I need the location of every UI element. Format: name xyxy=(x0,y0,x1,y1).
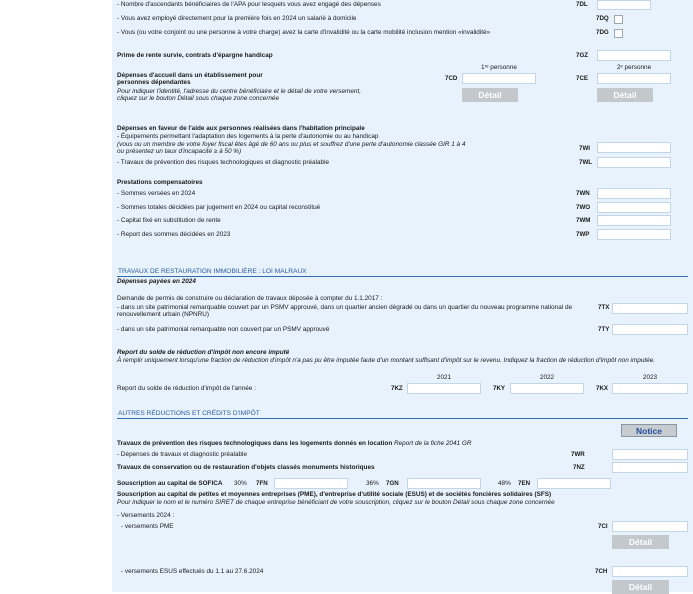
code-7wr: 7WR xyxy=(571,451,585,458)
code-7wp: 7WP xyxy=(576,231,590,238)
malraux-item1-line1: - dans un site patrimonial remarquable couvert par un PSMV approuvé, dans un quartier ancien dégradé ou dans un quartier du nouveau programme national de xyxy=(117,304,573,311)
code-7dg: 7DG xyxy=(596,29,609,36)
checkbox-7dq[interactable] xyxy=(614,15,623,24)
code-7ky: 7KY xyxy=(493,385,506,392)
sofica-rate-36: 36% xyxy=(366,480,379,487)
malraux-section-title: TRAVAUX DE RESTAURATION IMMOBILIÈRE : LOI MALRAUX xyxy=(118,268,307,275)
field-7wr[interactable] xyxy=(612,449,688,460)
accueil-col1-header: 1ʳᵉ personne xyxy=(481,64,517,71)
apa-invalidite-label: - Vous (ou votre conjoint ou une personne à votre charge) avez la carte d'invalidité ou la carte mobilité inclusion mention «invalidité» xyxy=(117,29,491,36)
habitation-equip-note-line2: ou présentez un taux d'incapacité ≥ à 50 %) xyxy=(117,148,242,155)
code-7ch: 7CH xyxy=(595,568,608,575)
field-7ty[interactable] xyxy=(612,324,688,335)
code-7ci: 7CI xyxy=(598,523,608,530)
malraux-demande-label: Demande de permis de construire ou déclaration de travaux déposée à compter du 1.1.2017 : xyxy=(117,295,383,302)
code-7kx: 7KX xyxy=(596,385,609,392)
apa-employe-label: - Vous avez employé directement pour la première fois en 2024 un salarié à domicile xyxy=(117,15,357,22)
sofica-rate-48: 48% xyxy=(498,480,511,487)
field-7en[interactable] xyxy=(537,478,611,489)
code-7wi: 7WI xyxy=(579,145,591,152)
prestations-item-label: - Sommes totales décidées par jugement en 2024 ou capital reconstitué xyxy=(117,204,321,211)
accueil-note-line2: cliquez sur le bouton Détail sous chaque zone concernée xyxy=(117,95,280,102)
detail-button-7ch[interactable]: Détail xyxy=(612,580,669,594)
code-7nz: 7NZ xyxy=(573,464,585,471)
code-7wo: 7WO xyxy=(576,204,591,211)
pme-note: Pour indiquer le nom et le numéro SIRET de chaque entreprise bénéficiant de votre souscription, cliquez sur le bouton Détail sous chaque zone concernée xyxy=(117,499,555,506)
prevention-line xyxy=(117,440,471,448)
depenses-label: - Dépenses de travaux et diagnostic préalable xyxy=(117,451,248,458)
accueil-title-line1: Dépenses d'accueil dans un établissement pour xyxy=(117,72,263,79)
code-7ce: 7CE xyxy=(576,75,589,82)
prestations-item-label: - Capital fixé en substitution de rente xyxy=(117,217,221,224)
section-divider xyxy=(117,276,688,277)
checkbox-7dg[interactable] xyxy=(614,29,623,38)
accueil-col2-header: 2ᵉ personne xyxy=(616,64,652,71)
habitation-travaux-label: - Travaux de prévention des risques technologiques et diagnostic préalable xyxy=(117,159,330,166)
field-7wm[interactable] xyxy=(597,215,671,226)
year-2023: 2023 xyxy=(642,374,658,381)
field-7kz[interactable] xyxy=(407,383,481,394)
field-7ce[interactable] xyxy=(597,73,671,84)
code-7tx: 7TX xyxy=(598,304,610,311)
field-7nz[interactable] xyxy=(612,462,688,473)
habitation-equip-label: - Équipements permettant l'adaptation des logements à la perte d'autonomie ou au handicap xyxy=(117,133,379,140)
versements-esus-label: - versements ESUS effectués du 1.1 au 27.6.2024 xyxy=(121,568,264,575)
field-7ch[interactable] xyxy=(612,566,688,577)
malraux-item2-label: - dans un site patrimonial remarquable non couvert par un PSMV approuvé xyxy=(117,326,330,333)
code-7gn: 7GN xyxy=(386,480,399,487)
code-7wm: 7WM xyxy=(576,217,591,224)
code-7wn: 7WN xyxy=(576,190,590,197)
code-7ty: 7TY xyxy=(598,326,610,333)
autres-section-title: AUTRES RÉDUCTIONS ET CRÉDITS D'IMPÔT xyxy=(118,410,260,417)
prestations-title: Prestations compensatoires xyxy=(117,179,203,186)
field-7wi[interactable] xyxy=(597,142,671,153)
habitation-title: Dépenses en faveur de l'aide aux personnes réalisées dans l'habitation principale xyxy=(117,125,365,132)
code-7gz: 7GZ xyxy=(576,52,589,59)
detail-button-7cd[interactable]: Détail xyxy=(462,88,518,102)
field-7cd[interactable] xyxy=(462,73,536,84)
prevention-ref: Report de la fiche 2041 GR xyxy=(394,440,472,447)
accueil-title-line2: personnes dépendantes xyxy=(117,79,191,86)
malraux-subtitle: Dépenses payées en 2024 xyxy=(117,278,196,285)
section-divider xyxy=(117,418,688,419)
detail-button-7ce[interactable]: Détail xyxy=(597,88,653,102)
field-7gn[interactable] xyxy=(407,478,481,489)
malraux-report-note: À remplir uniquement lorsqu'une fraction de réduction d'impôt n'a pas pu être imputée faute d'un montant suffisant d'impôt sur le revenu. Indiquez la fraction de réduction d'impôt non imputée. xyxy=(117,357,656,364)
prestations-item-label: - Sommes versées en 2024 xyxy=(117,190,196,197)
prestations-item-label: - Report des sommes décidées en 2023 xyxy=(117,231,231,238)
field-7fn[interactable] xyxy=(274,478,348,489)
code-7dl: 7DL xyxy=(576,1,588,8)
prevention-title: Travaux de prévention des risques technologiques dans les logements donnés en location xyxy=(117,440,393,447)
field-7tx[interactable] xyxy=(612,303,688,314)
pme-title: Souscription au capital de petites et moyennes entreprises (PME), d'entreprise d'utilité sociale (ESUS) et de sociétés foncières solidaires (SFS) xyxy=(117,491,552,498)
malraux-report-label: Report du solde de réduction d'impôt de l'année : xyxy=(117,385,256,392)
field-7ky[interactable] xyxy=(510,383,584,394)
apa-ascendants-label: - Nombre d'ascendants bénéficiaires de l'APA pour lesquels vous avez engagé des dépenses xyxy=(117,1,381,8)
code-7kz: 7KZ xyxy=(391,385,403,392)
code-7fn: 7FN xyxy=(256,480,268,487)
field-7ci[interactable] xyxy=(612,521,688,532)
year-2021: 2021 xyxy=(436,374,452,381)
conservation-label: Travaux de conservation ou de restauration d'objets classés monuments historiques xyxy=(117,464,375,471)
code-7cd: 7CD xyxy=(445,75,458,82)
versements-pme-label: - versements PME xyxy=(121,523,174,530)
field-7wl[interactable] xyxy=(597,157,671,168)
notice-button[interactable]: Notice xyxy=(621,424,677,437)
malraux-item1-line2: renouvellement urbain (NPNRU) xyxy=(117,311,209,318)
field-7wn[interactable] xyxy=(597,188,671,199)
field-7dl[interactable] xyxy=(597,0,651,10)
field-7gz[interactable] xyxy=(597,50,671,61)
field-7wp[interactable] xyxy=(597,229,671,240)
versements-title: - Versements 2024 : xyxy=(117,512,175,519)
field-7kx[interactable] xyxy=(612,383,688,394)
field-7wo[interactable] xyxy=(597,202,671,213)
malraux-report-title: Report du solde de réduction d'impôt non encore imputé xyxy=(117,349,290,356)
code-7en: 7EN xyxy=(518,480,531,487)
sofica-label: Souscription au capital de SOFICA xyxy=(117,480,223,487)
code-7wl: 7WL xyxy=(579,159,593,166)
accueil-note-line1: Pour indiquer l'identité, l'adresse du centre bénéficiaire et le détail de votre versement, xyxy=(117,88,362,95)
code-7dq: 7DQ xyxy=(596,15,609,22)
sofica-rate-30: 30% xyxy=(234,480,247,487)
year-2022: 2022 xyxy=(539,374,555,381)
habitation-equip-note-line1: (vous ou un membre de votre foyer fiscal êtes âgé de 60 ans ou plus et souffrez d'une perte d'autonomie classée GIR 1 à 4 xyxy=(117,141,466,148)
detail-button-7ci[interactable]: Détail xyxy=(612,535,669,549)
rente-label: Prime de rente survie, contrats d'épargne handicap xyxy=(117,52,273,59)
